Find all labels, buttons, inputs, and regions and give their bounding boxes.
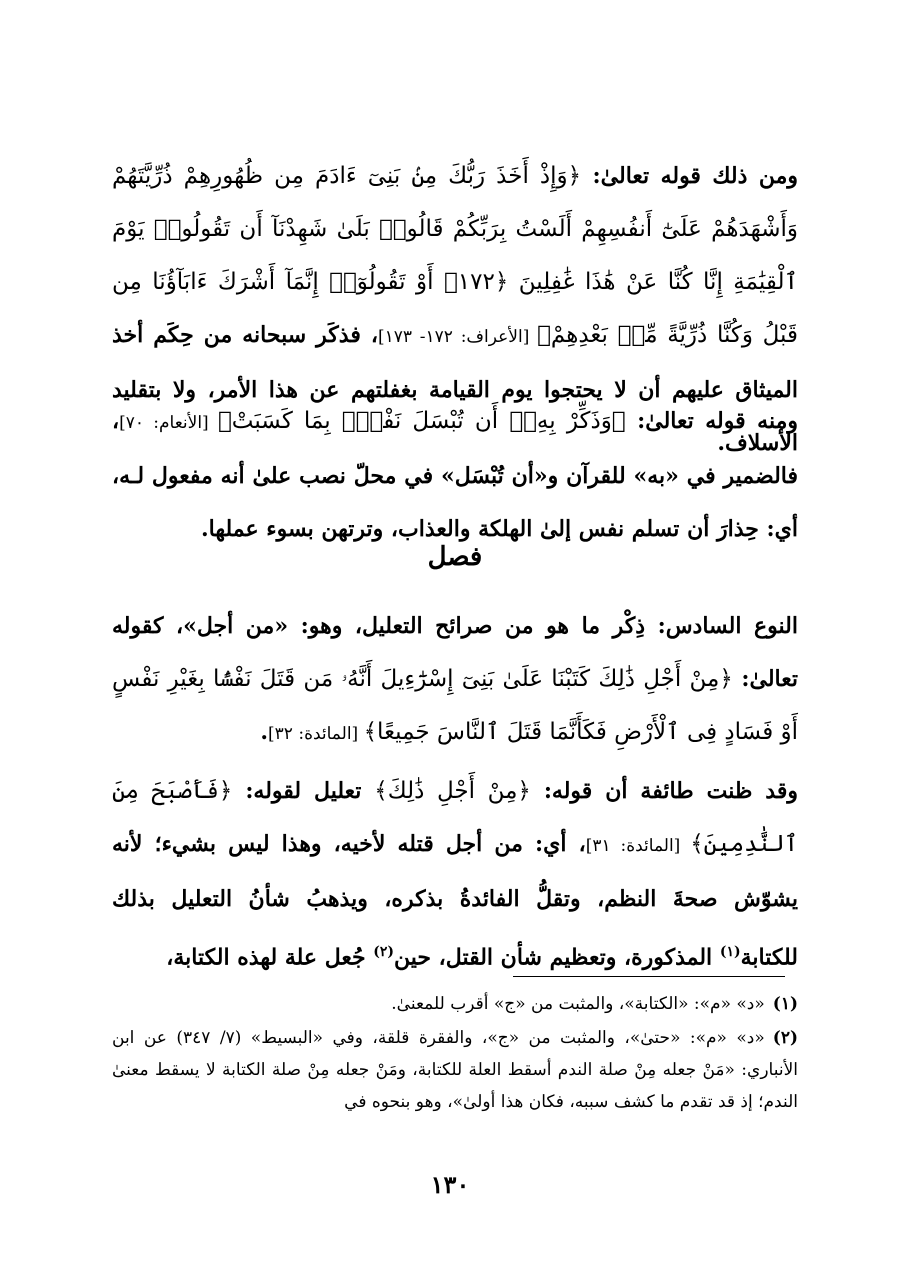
paragraph-2 xyxy=(112,395,798,556)
paragraph-text: جُعل علة لهذه الكتابة، xyxy=(166,944,374,971)
paragraph-text: ، أي: من أجل قتله لأخيه، وهذا ليس بشيء؛ لأنه يشوّش صحةَ النظم، وتقلُّ الفائدةُ بذكره، ويذهبُ شأنُ التعليل بذلك للكتابة xyxy=(112,831,798,971)
paragraph-text: ، فالضمير في «به» للقرآن و«أن تُبْسَل» في محلّ نصب علىٰ أنه مفعول لـه، أي: حِذارَ أن تسلم نفس إلىٰ الهلكة والعذاب، وترتهن بسوء عملها. xyxy=(112,408,798,542)
footnote-marker[interactable]: (١) xyxy=(719,944,741,960)
quran-verse: ﴿فَأَصْبَحَ مِنَ ٱلنَّٰدِمِينَ﴾ xyxy=(112,778,799,857)
paragraph-intro: النوع السادس: ذِكْر ما هو من صرائح التعليل، وهو: «من أجل»، كقوله تعالىٰ: xyxy=(112,613,798,692)
footnote-2 xyxy=(112,1022,798,1118)
paragraph-text: تعليل لقوله: xyxy=(232,778,375,804)
footnote-number: (٢) xyxy=(772,1028,798,1048)
verse-reference: [الأنعام: ٧٠] xyxy=(119,413,218,433)
paragraph-text: . xyxy=(260,719,269,745)
verse-reference: [المائدة: ٣١] xyxy=(585,836,691,856)
quran-verse: ﴿وَذَكِّرْ بِهِۦٓ أَن تُبْسَلَ نَفْسٌۢ بِمَا كَسَبَتْ﴾ xyxy=(217,408,626,434)
paragraph-intro: ومنه قوله تعالىٰ: xyxy=(625,408,798,434)
quran-verse: ﴿مِنْ أَجْلِ ذَٰلِكَ﴾ xyxy=(374,778,531,804)
page-number: ١٣٠ xyxy=(430,1170,470,1199)
paragraph-3 xyxy=(112,600,798,761)
quran-verse: ﴿مِنْ أَجْلِ ذَٰلِكَ كَتَبْنَا عَلَىٰ بَنِىٓ إِسْرَٰٓءِيلَ أَنَّهُۥ مَن قَتَلَ نَفْسًۢا بِغَيْرِ نَفْسٍ أَوْ فَسَادٍ فِى ٱلْأَرْضِ فَكَأَنَّمَا قَتَلَ ٱلنَّاسَ جَمِيعًا﴾ xyxy=(112,666,798,745)
paragraph-text: ، فذكَر سبحانه من حِكَم أخذ الميثاق عليهم أن لا يحتجوا يوم القيامة بغفلتهم عن هذا الأمر، ولا بتقليد الأسلاف. xyxy=(112,322,798,456)
quran-verse: ﴿وَإِذْ أَخَذَ رَبُّكَ مِنۢ بَنِىٓ ءَادَمَ مِن ظُهُورِهِمْ ذُرِّيَّتَهُمْ وَأَشْهَدَهُمْ عَلَىٰٓ أَنفُسِهِمْ أَلَسْتُ بِرَبِّكُمْ قَالُوا۟ بَلَىٰ شَهِدْنَآ أَن تَقُولُوا۟ يَوْمَ ٱلْقِيَٰمَةِ إِنَّا كُنَّا عَنْ هَٰذَا غَٰفِلِينَ ﴿١٧٢﴾ أَوْ تَقُولُوٓا۟ إِنَّمَآ أَشْرَكَ ءَابَآؤُنَا مِن قَبْلُ وَكُنَّا ذُرِّيَّةً مِّنۢ بَعْدِهِمْ﴾ xyxy=(112,163,798,348)
footnote-marker[interactable]: (٢) xyxy=(373,944,395,960)
paragraph-4 xyxy=(112,765,798,984)
footnote-1 xyxy=(112,988,798,1020)
footnote-text: «د» «م»: «حتىٰ»، والمثبت من «ج»، والفقرة قلقة، وفي «البسيط» (٧/ ٣٤٧) عن ابن الأنباري: «مَنْ جعله مِنْ صلة الندم أسقط العلة للكتابة، ومَنْ جعله مِنْ صلة الكتابة لا يسقط معنىٰ الندم؛ إذ قد تقدم ما كشف سببه، فكان هذا أولىٰ»، وهو بنحوه في xyxy=(112,1028,798,1112)
paragraph-intro: وقد ظنت طائفة أن قوله: xyxy=(530,778,798,804)
footnote-text: «د» «م»: «الكتابة»، والمثبت من «ج» أقرب للمعنىٰ. xyxy=(391,994,765,1014)
paragraph-text: المذكورة، وتعظيم شأن القتل، حين xyxy=(394,944,720,971)
section-heading: فصل xyxy=(427,542,483,572)
footnote-separator xyxy=(513,976,785,977)
verse-reference: [الأعراف: ١٧٢- ١٧٣] xyxy=(377,327,538,347)
verse-reference: [المائدة: ٣٢] xyxy=(268,724,364,744)
paragraph-intro: ومن ذلك قوله تعالىٰ: xyxy=(581,163,798,189)
footnote-number: (١) xyxy=(772,994,798,1014)
